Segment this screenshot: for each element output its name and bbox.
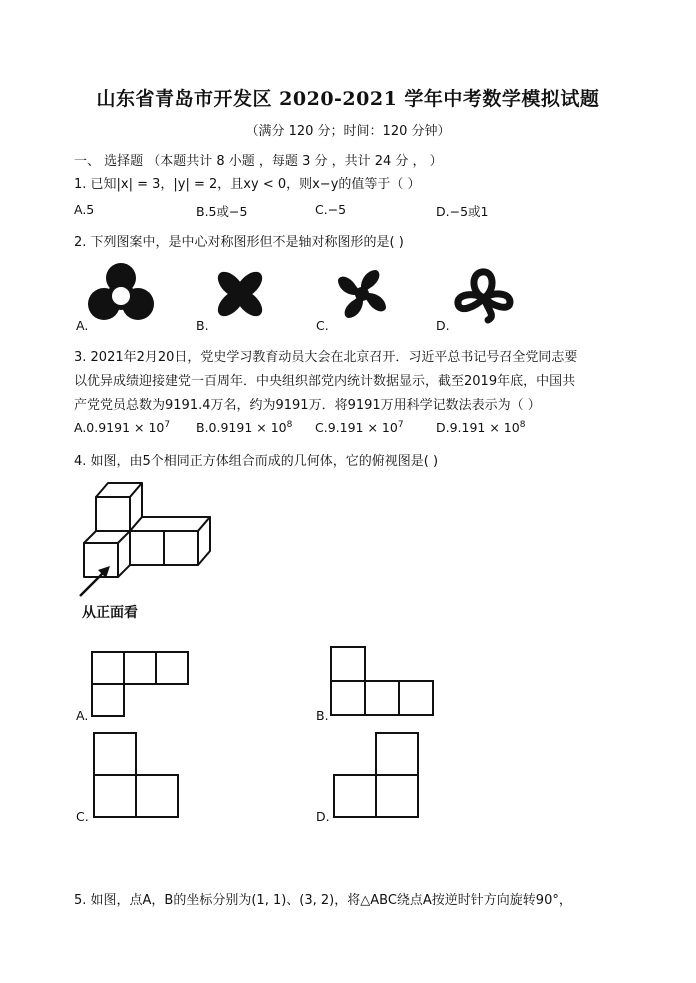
question-3-option-c: $C.9.191 \times 10^7$ <box>315 420 404 436</box>
view-option-b-icon <box>329 645 437 719</box>
question-1-stem: 1. 已知|x| = 3，|y| = 2，且xy < 0，则x−y的值等于（ ） <box>74 177 421 192</box>
question-2-label-a: A. <box>76 318 89 333</box>
view-direction-label: 从正面看 <box>82 605 138 621</box>
question-3-line-2: 以优异成绩迎接建党一百周年．中央组织部党内统计数据显示，截至2019年底，中国共 <box>74 374 576 389</box>
question-3-option-a: $A.0.9191 \times 10^7$ <box>74 420 171 436</box>
question-4-label-b: B. <box>316 708 329 723</box>
question-1-option-d: D.−5或1 <box>436 204 489 219</box>
question-2-stem: 2. 下列图案中，是中心对称图形但不是轴对称图形的是( ) <box>74 235 404 250</box>
question-3-line-3: 产党党员总数为9191.4万名，约为9191万．将9191万用科学记数法表示为（ ） <box>74 398 541 413</box>
figure-cube-solid-icon <box>78 478 218 598</box>
question-3-option-b: $B.0.9191 \times 10^8$ <box>196 420 293 436</box>
question-4-label-d: D. <box>316 809 330 824</box>
view-option-d-icon <box>332 731 422 819</box>
figure-b-four-petal-icon <box>210 264 270 324</box>
question-2-label-c: C. <box>316 318 329 333</box>
question-3-option-d: $D.9.191 \times 10^8$ <box>436 420 526 436</box>
question-1-option-b: B.5或−5 <box>196 204 248 219</box>
page-subtitle: （满分 120 分；时间：120 分钟） <box>245 124 451 139</box>
view-option-a-icon <box>90 650 190 718</box>
question-4-label-c: C. <box>76 809 89 824</box>
question-1-option-c: C.−5 <box>315 202 347 217</box>
question-4-stem: 4. 如图，由5个相同正方体组合而成的几何体，它的俯视图是( ) <box>74 454 439 469</box>
question-4-label-a: A. <box>76 708 89 723</box>
question-5-stem: 5. 如图，点A，B的坐标分别为(1, 1)、(3, 2)，将△ABC绕点A按逆时针方向旋转90°， <box>74 893 572 908</box>
figure-c-pinwheel-icon <box>330 262 394 326</box>
question-3-line-1: 3. 2021年2月20日，党史学习教育动员大会在北京召开．习近平总书记号召全党同志要 <box>74 350 578 365</box>
page-title: 山东省青岛市开发区 2020-2021 学年中考数学模拟试题 <box>96 88 600 110</box>
question-2-label-b: B. <box>196 318 209 333</box>
question-2-label-d: D. <box>436 318 450 333</box>
figure-a-trefoil-ring-icon <box>86 262 156 326</box>
view-option-c-icon <box>92 731 182 819</box>
section-heading: 一、 选择题 （本题共计 8 小题 ，每题 3 分 ，共计 24 分 ， ） <box>74 154 443 169</box>
question-1-option-a: A.5 <box>74 202 95 217</box>
figure-d-loop-knot-icon <box>452 264 516 326</box>
